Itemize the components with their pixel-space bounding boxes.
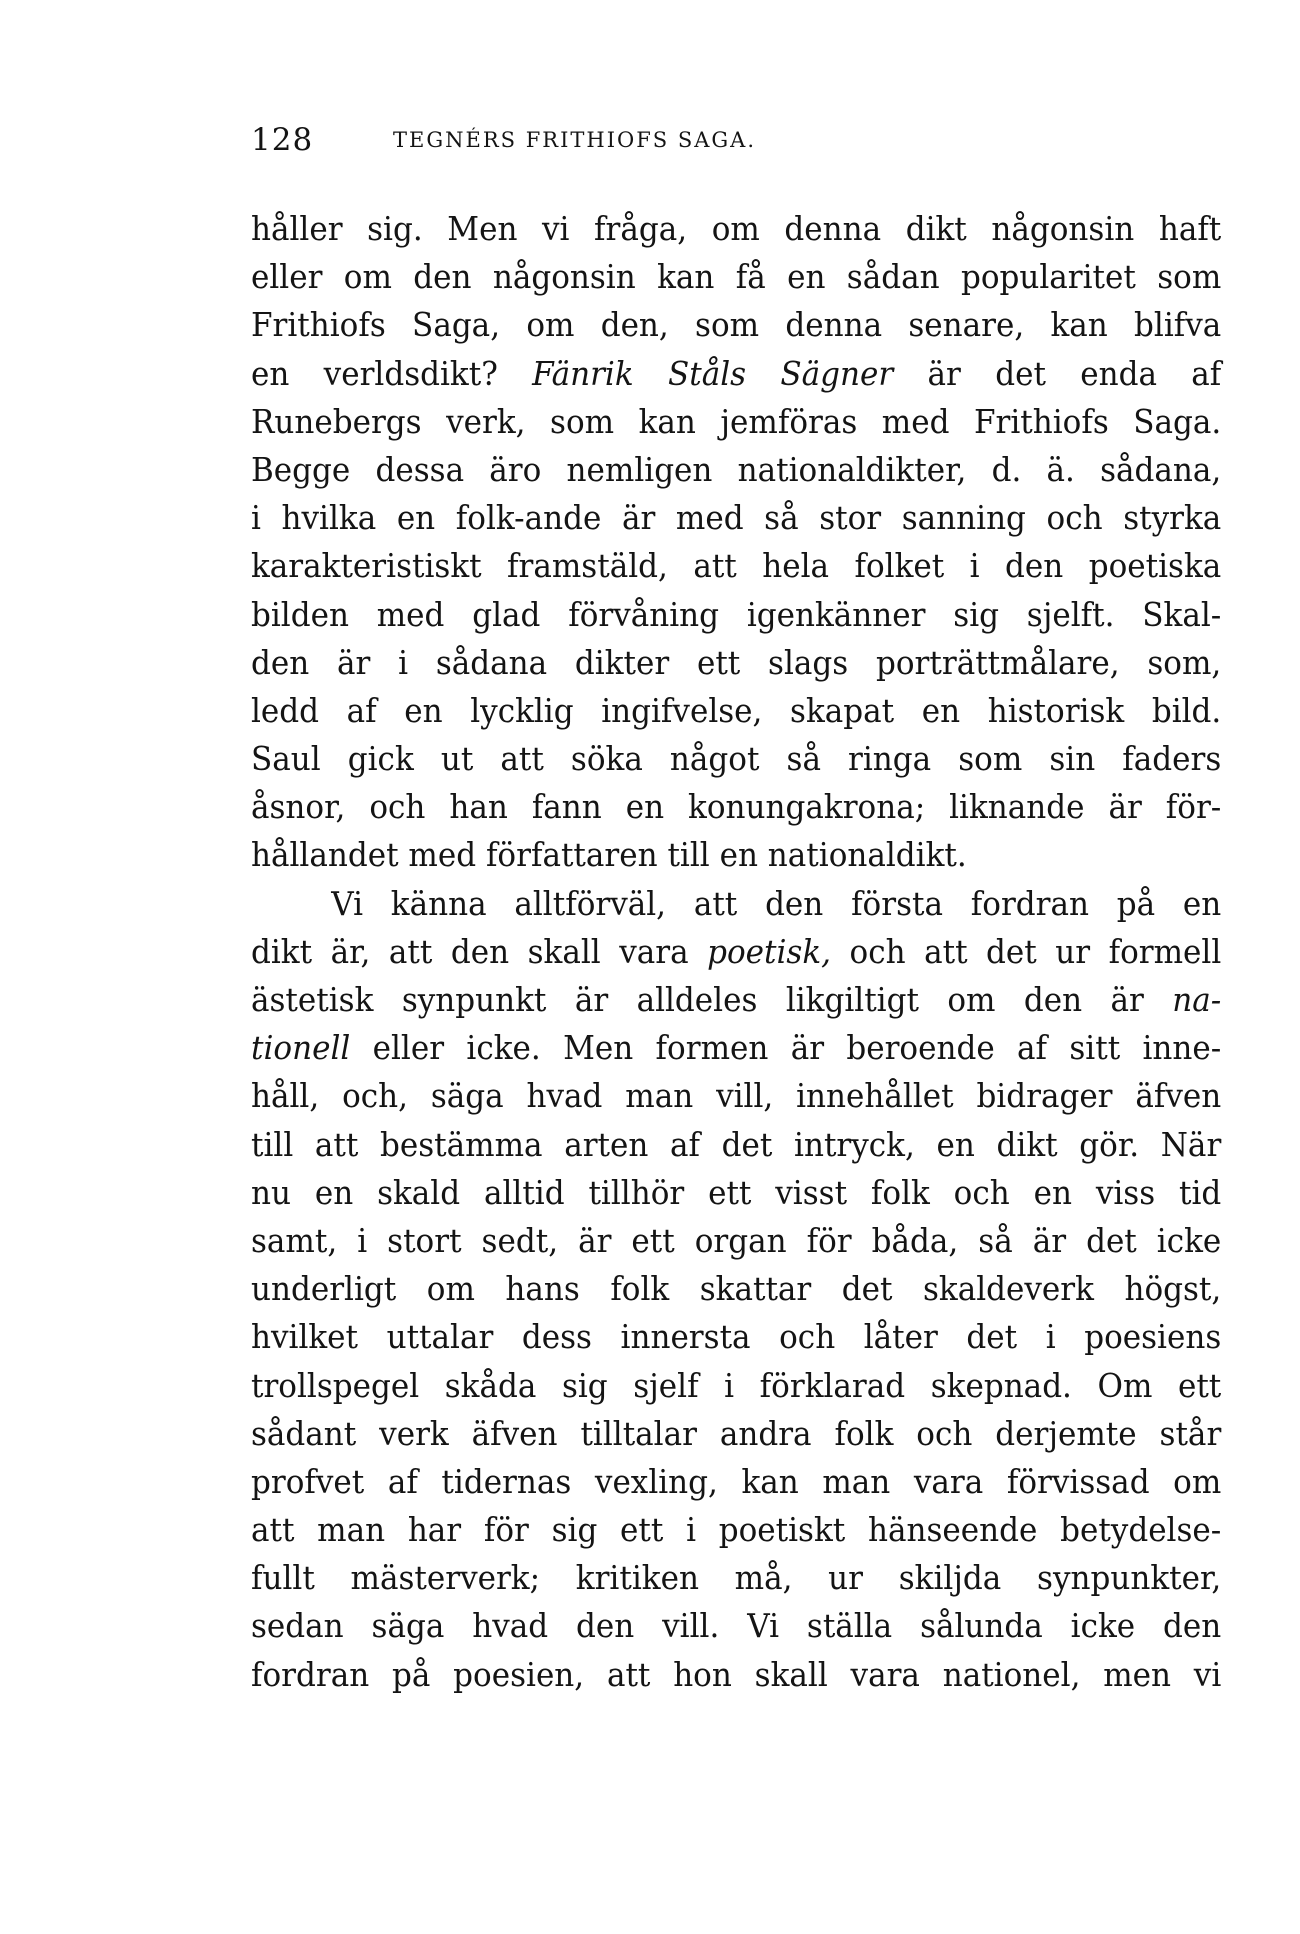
text-line: håller sig. Men vi fråga, om denna dikt någonsin haft xyxy=(251,210,1222,248)
text-line: samt, i stort sedt, är ett organ för båda, så är det icke xyxy=(251,1221,1222,1260)
line-segment: eller icke. Men formen är beroende af sitt inne- xyxy=(350,1029,1222,1068)
line-segment: en verldsdikt? xyxy=(251,354,533,393)
line-segment: och att det ur formell xyxy=(831,932,1222,971)
text-line: eller om den någonsin kan få en sådan popularitet som xyxy=(251,258,1222,297)
italic-word: poetisk, xyxy=(707,932,832,971)
text-line: underligt om hans folk skattar det skaldeverk högst, xyxy=(251,1270,1222,1309)
text-line: sådant verk äfven tilltalar andra folk och derjemte står xyxy=(251,1414,1222,1453)
text-line: ledd af en lycklig ingifvelse, skapat en historisk bild. xyxy=(251,691,1222,730)
text-line: hållandet med författaren till en nationaldikt. xyxy=(251,836,967,875)
running-title: TEGNÉRS FRITHIOFS SAGA. xyxy=(393,128,756,152)
running-head xyxy=(251,122,1237,162)
text-line: sedan säga hvad den vill. Vi ställa sålunda icke den xyxy=(251,1607,1222,1646)
line-segment: är det enda af xyxy=(893,354,1222,393)
text-line: håll, och, säga hvad man vill, innehållet bidrager äfven xyxy=(251,1077,1222,1116)
text-line: i hvilka en folk-ande är med så stor sanning och styrka xyxy=(251,499,1222,538)
text-line: den är i sådana dikter ett slags porträttmålare, som, xyxy=(251,643,1222,682)
text-line: Saul gick ut att söka något så ringa som sin faders xyxy=(251,740,1222,779)
italic-word: na- xyxy=(1172,981,1222,1019)
line-segment: dikt är, att den skall vara xyxy=(251,932,708,971)
paragraph-first-line: Vi känna alltförväl, att den första fordran på en xyxy=(331,884,1222,923)
text-line: bilden med glad förvåning igenkänner sig sjelft. Skal- xyxy=(251,595,1222,634)
text-line: till att bestämma arten af det intryck, en dikt gör. När xyxy=(251,1125,1222,1164)
text-line: Runebergs verk, som kan jemföras med Frithiofs Saga. xyxy=(251,402,1222,441)
text-line: karakteristiskt framstäld, att hela folket i den poetiska xyxy=(251,547,1222,586)
text-line: profvet af tidernas vexling, kan man vara förvissad om xyxy=(251,1462,1222,1501)
text-line xyxy=(251,1024,1221,1072)
text-line xyxy=(251,928,1221,976)
text-line: Begge dessa äro nemligen nationaldikter, d. ä. sådana, xyxy=(251,450,1222,489)
text-line: hvilket uttalar dess innersta och låter det i poesiens xyxy=(251,1318,1222,1357)
line-segment: ästetisk synpunkt är alldeles likgiltigt om den är xyxy=(251,981,1173,1019)
text-line: Frithiofs Saga, om den, som denna senare, kan blifva xyxy=(251,306,1222,345)
text-line: trollspegel skåda sig sjelf i förklarad skepnad. Om ett xyxy=(251,1366,1222,1405)
text-line: åsnor, och han fann en konungakrona; liknande är för- xyxy=(251,788,1222,827)
text-line xyxy=(251,350,1221,398)
text-line: fordran på poesien, att hon skall vara nationel, men vi xyxy=(251,1655,1222,1694)
text-line: fullt mästerverk; kritiken må, ur skiljda synpunkter, xyxy=(251,1559,1222,1598)
text-line: att man har för sig ett i poetiskt hänseende betydelse- xyxy=(251,1511,1222,1550)
italic-word: tionell xyxy=(251,1029,351,1068)
text-line: nu en skald alltid tillhör ett visst folk och en viss tid xyxy=(251,1173,1222,1212)
page-number: 128 xyxy=(251,122,314,158)
text-line xyxy=(251,976,1221,1024)
italic-title: Fänrik Ståls Sägner xyxy=(532,354,894,393)
body-text xyxy=(251,205,1221,1699)
